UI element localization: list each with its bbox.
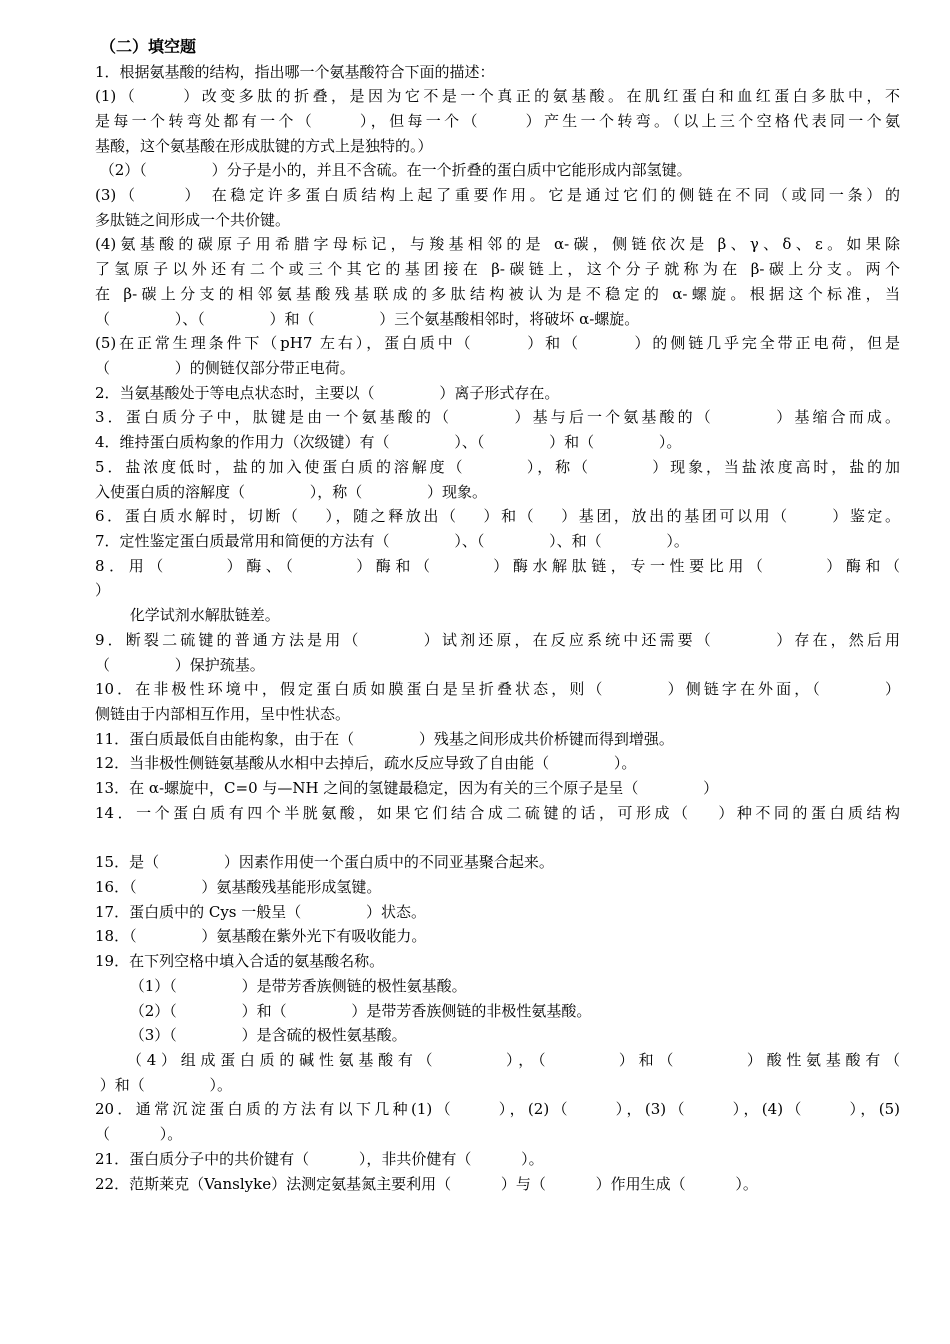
question-line: 20．通常沉淀蛋白质的方法有以下几种(1)（ ），(2)（ ），(3)（ ），(4)（ ），(5) bbox=[95, 1100, 900, 1118]
question-line: 12．当非极性侧链氨基酸从水相中去掉后，疏水反应导致了自由能（ ）。 bbox=[95, 754, 637, 772]
question-line: 6．蛋白质水解时，切断（ ），随之释放出（ ）和（ ）基团，放出的基团可以用（ ）鉴定。 bbox=[95, 507, 900, 525]
question-line: （2）（ ）分子是小的，并且不含硫。在一个折叠的蛋白质中它能形成内部氢键。 bbox=[95, 161, 692, 179]
question-line: （2）（ ）和（ ）是带芳香族侧链的非极性氨基酸。 bbox=[95, 1002, 592, 1020]
question-line: 13．在 α-螺旋中，C=0 与—NH 之间的氢键最稳定，因为有关的三个原子是呈（ ） bbox=[95, 779, 719, 797]
question-line: 是每一个转弯处都有一个（ ），但每一个（ ）产生一个转弯。（以上三个空格代表同一个氨 bbox=[95, 112, 900, 130]
question-line: 2．当氨基酸处于等电点状态时，主要以（ ）离子形式存在。 bbox=[95, 384, 560, 402]
question-line: ） bbox=[95, 581, 111, 599]
question-line: （ ）保护巯基。 bbox=[95, 656, 265, 674]
question-line: (5)在正常生理条件下（pH7 左右），蛋白质中（ ）和（ ）的侧链几乎完全带正电荷，但是 bbox=[95, 334, 900, 352]
question-line: 1．根据氨基酸的结构，指出哪一个氨基酸符合下面的描述： bbox=[95, 63, 495, 81]
question-line: 18．（ ）氨基酸在紫外光下有吸收能力。 bbox=[95, 927, 427, 945]
question-line: （1）（ ）是带芳香族侧链的极性氨基酸。 bbox=[95, 977, 467, 995]
question-line: 8．用（ ）酶、（ ）酶和（ ）酶水解肽链，专一性要比用（ ）酶和（ bbox=[95, 557, 900, 575]
question-line: 15．是（ ）因素作用使一个蛋白质中的不同亚基聚合起来。 bbox=[95, 853, 554, 871]
question-line: 22．范斯莱克（Vanslyke）法测定氨基氮主要利用（ ）与（ ）作用生成（ ）。 bbox=[95, 1175, 758, 1193]
question-line: 化学试剂水解肽链差。 bbox=[95, 606, 280, 624]
question-line: 5．盐浓度低时，盐的加入使蛋白质的溶解度（ ），称（ ）现象，当盐浓度高时，盐的加 bbox=[95, 458, 900, 476]
question-line: 了氢原子以外还有二个或三个其它的基团接在 β-碳链上，这个分子就称为在 β-碳上分支。两个 bbox=[95, 260, 900, 278]
question-line: 入使蛋白质的溶解度（ ），称（ ）现象。 bbox=[95, 483, 488, 501]
question-line: 侧链由于内部相互作用，呈中性状态。 bbox=[95, 705, 351, 723]
question-line: 9．断裂二硫键的普通方法是用（ ）试剂还原，在反应系统中还需要（ ）存在，然后用 bbox=[95, 631, 900, 649]
question-line: 11．蛋白质最低自由能构象，由于在（ ）残基之间形成共价桥键而得到增强。 bbox=[95, 730, 674, 748]
question-line: 10．在非极性环境中，假定蛋白质如膜蛋白是呈折叠状态，则（ ）侧链字在外面，（ ） bbox=[95, 680, 900, 698]
question-line: 14．一个蛋白质有四个半胱氨酸，如果它们结合成二硫键的话，可形成（ ）种不同的蛋白质结构 bbox=[95, 804, 900, 822]
question-line: 基酸，这个氨基酸在形成肽键的方式上是独特的。） bbox=[95, 137, 433, 155]
question-line: 4．维持蛋白质构象的作用力（次级键）有（ ）、（ ）和（ ）。 bbox=[95, 433, 682, 451]
question-line: （4）组成蛋白质的碱性氨基酸有（ ），（ ）和（ ）酸性氨基酸有（ bbox=[95, 1051, 900, 1069]
question-line: (1)（ ）改变多肽的折叠，是因为它不是一个真正的氨基酸。在肌红蛋白和血红蛋白多肽中，不 bbox=[95, 87, 900, 105]
section-heading: （二）填空题 bbox=[100, 37, 197, 56]
question-line: 7．定性鉴定蛋白质最常用和简便的方法有（ ）、（ ）、和（ ）。 bbox=[95, 532, 689, 550]
question-line: （3）（ ）是含硫的极性氨基酸。 bbox=[95, 1026, 407, 1044]
question-line: 17．蛋白质中的 Cys 一般呈（ ）状态。 bbox=[95, 903, 427, 921]
question-line: 21．蛋白质分子中的共价键有（ ），非共价健有（ ）。 bbox=[95, 1150, 544, 1168]
question-line: 多肽链之间形成一个共价键。 bbox=[95, 211, 291, 229]
question-line: (4)氨基酸的碳原子用希腊字母标记，与羧基相邻的是 α-碳，侧链依次是 β、γ、δ、ε。如果除 bbox=[95, 235, 900, 253]
question-line: 19．在下列空格中填入合适的氨基酸名称。 bbox=[95, 952, 385, 970]
question-line: 在 β-碳上分支的相邻氨基酸残基联成的多肽结构被认为是不稳定的 α-螺旋。根据这个标准，当 bbox=[95, 285, 900, 303]
question-line: ）和（ ）。 bbox=[95, 1076, 233, 1094]
question-line: （ ）。 bbox=[95, 1125, 183, 1143]
question-line: (3)（ ） 在稳定许多蛋白质结构上起了重要作用。它是通过它们的侧链在不同（或同一条）的 bbox=[95, 186, 900, 204]
question-line: （ ）的侧链仅部分带正电荷。 bbox=[95, 359, 355, 377]
question-line: （ ）、（ ）和（ ）三个氨基酸相邻时，将破坏 α-螺旋。 bbox=[95, 310, 640, 328]
question-line: 16．（ ）氨基酸残基能形成氢键。 bbox=[95, 878, 382, 896]
question-line: 3．蛋白质分子中，肽键是由一个氨基酸的（ ）基与后一个氨基酸的（ ）基缩合而成。 bbox=[95, 408, 900, 426]
